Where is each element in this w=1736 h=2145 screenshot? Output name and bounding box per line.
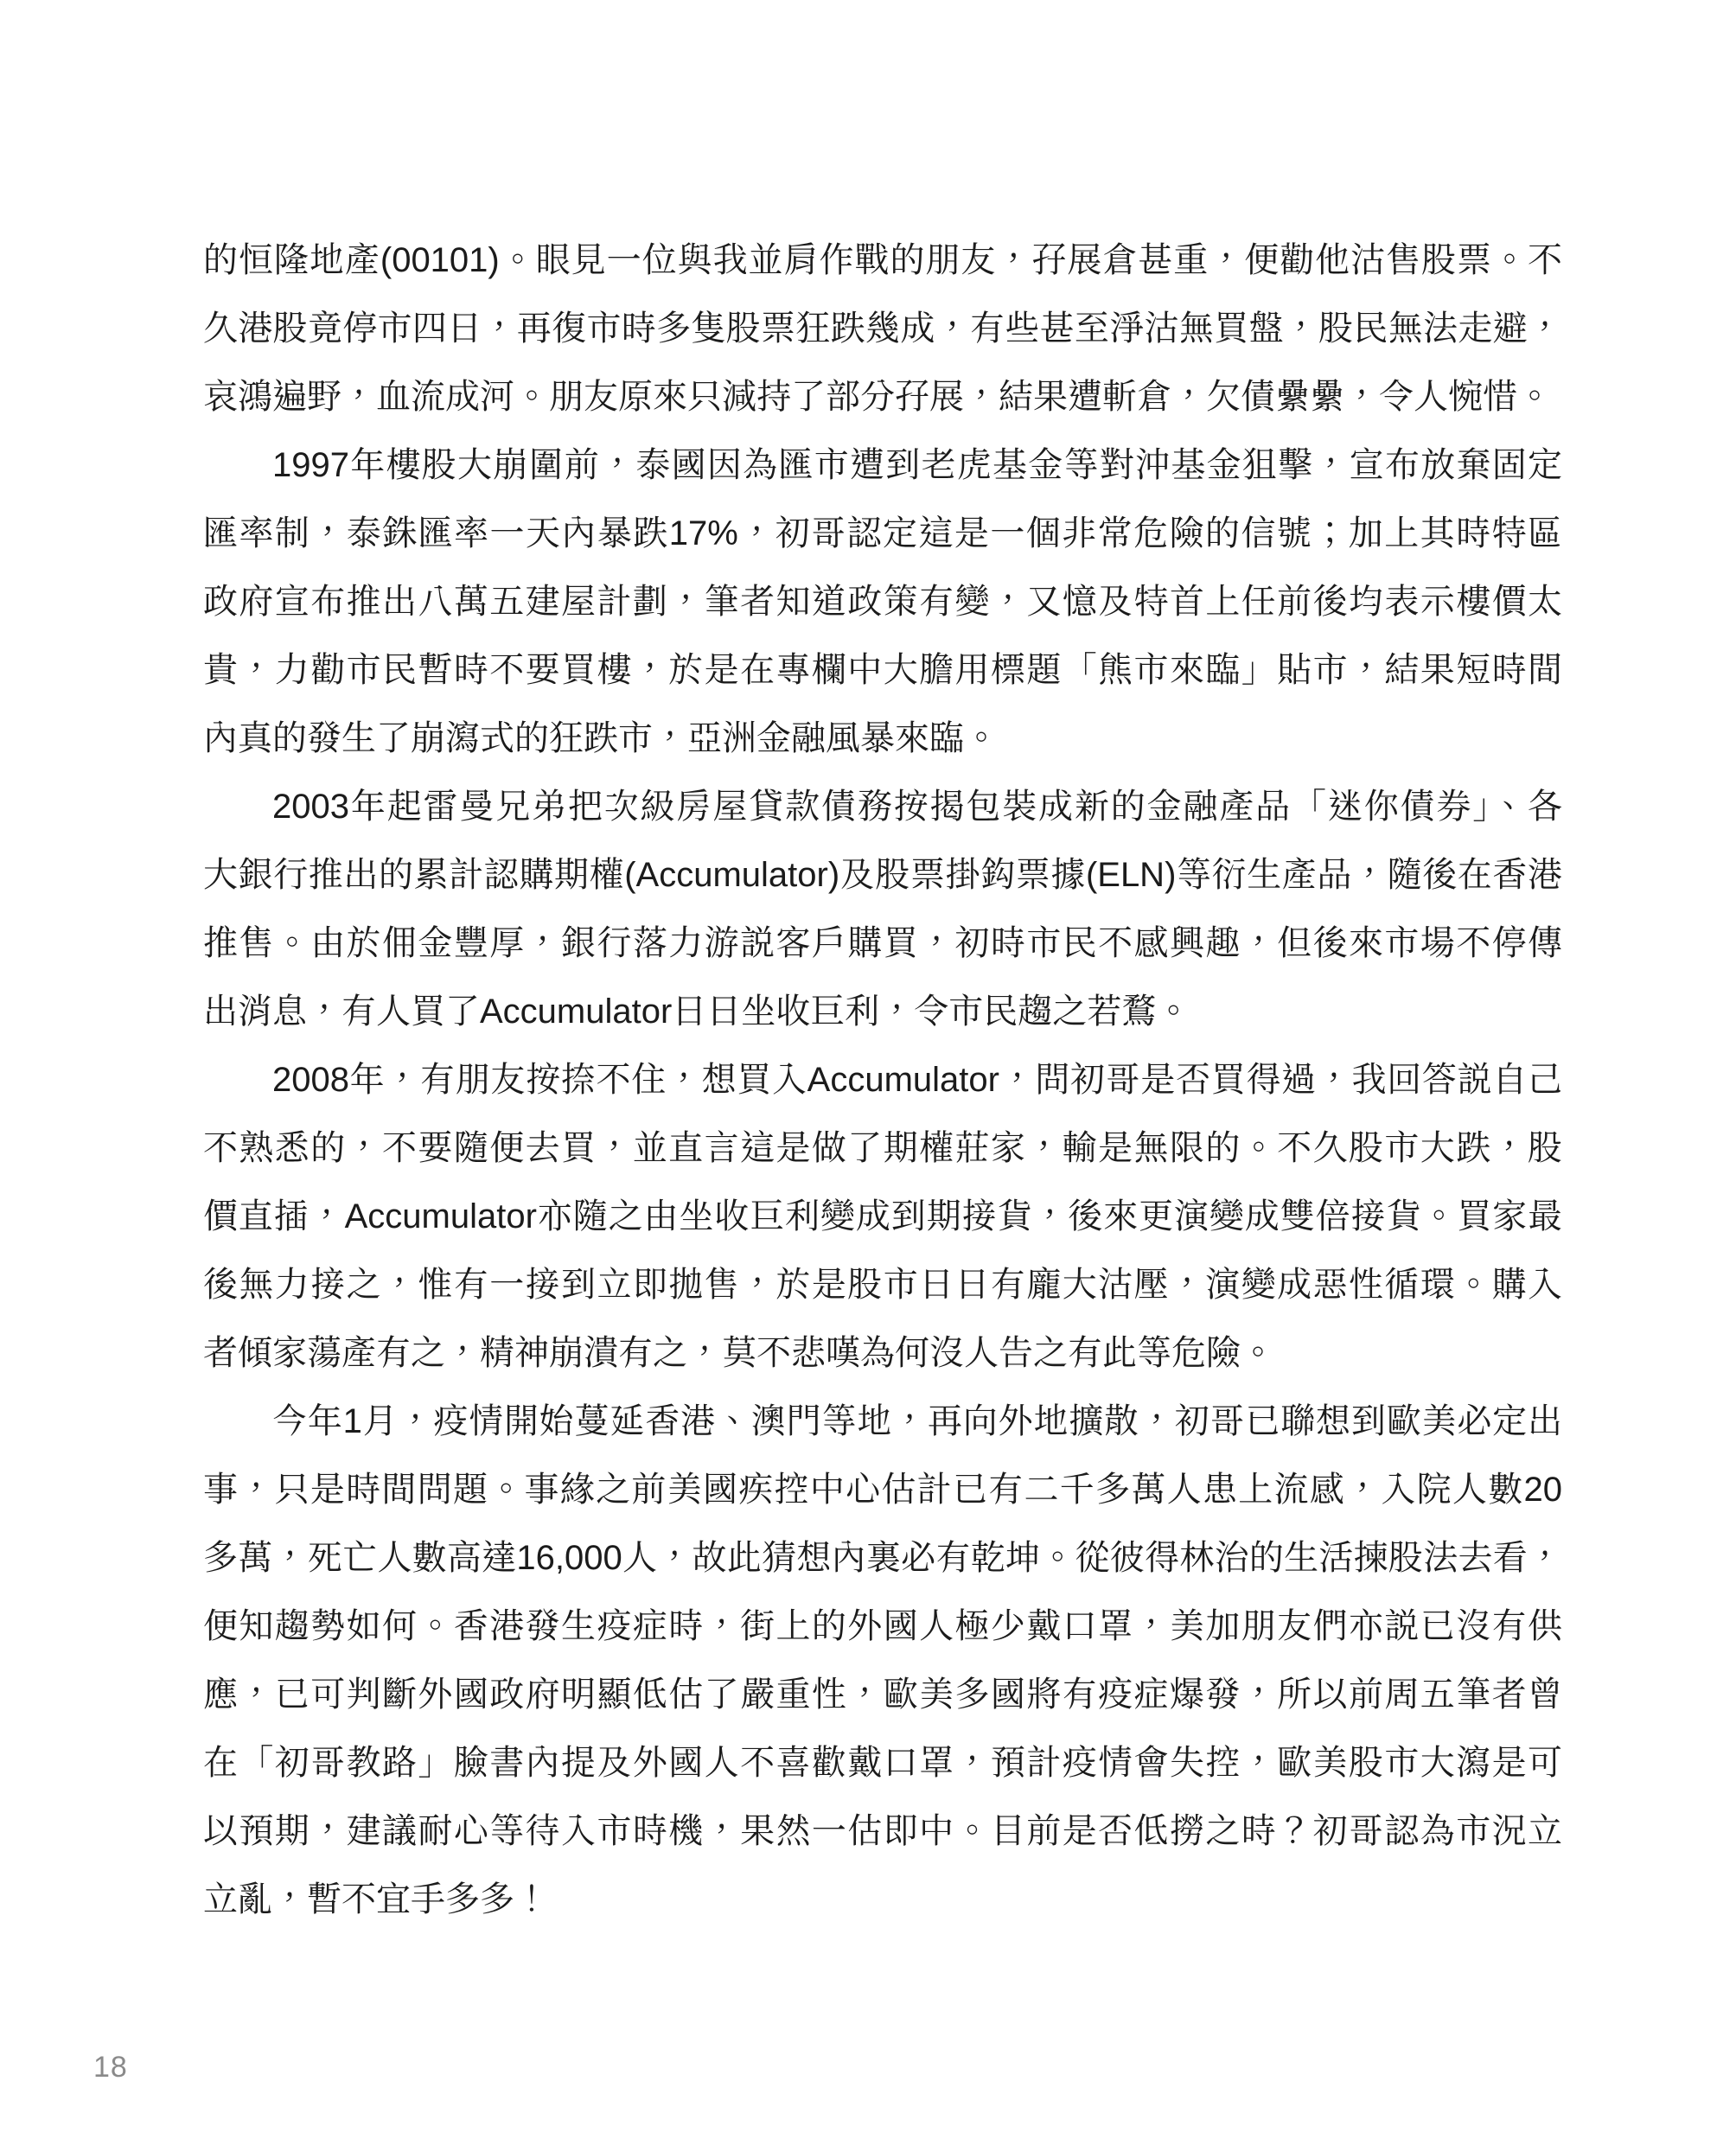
paragraph [203, 773, 1562, 1046]
body-text-line: 政府宣布推出八萬五建屋計劃，筆者知道政策有變，又憶及特首上任前後均表示樓價太 [203, 583, 1562, 621]
body-text-line: 者傾家蕩產有之，精神崩潰有之，莫不悲嘆為何沒人告之有此等危險。 [203, 1334, 1275, 1372]
page-number: 18 [93, 2051, 128, 2084]
body-text-line: 大銀行推出的累計認購期權(Accumulator)及股票掛鈎票據(ELN)等衍生產品，隨後在香港 [203, 856, 1562, 894]
body-text-line: 價直插，Accumulator亦隨之由坐收巨利變成到期接貨，後來更演變成雙倍接貨。買家最 [203, 1197, 1562, 1235]
body-text-line: 久港股竟停市四日，再復市時多隻股票狂跌幾成，有些甚至淨沽無買盤，股民無法走避， [203, 310, 1562, 348]
body-text-line: 多萬，死亡人數高達16,000人，故此猜想內裏必有乾坤。從彼得林治的生活揀股法去看， [203, 1539, 1562, 1577]
body-text-line: 立亂，暫不宜手多多！ [203, 1880, 549, 1918]
body-text-line: 應，已可判斷外國政府明顯低估了嚴重性，歐美多國將有疫症爆發，所以前周五筆者曾 [203, 1676, 1562, 1714]
body-text-line: 今年1月，疫情開始蔓延香港、澳門等地，再向外地擴散，初哥已聯想到歐美必定出 [272, 1402, 1562, 1440]
body-text [203, 227, 1562, 1934]
body-text-line: 在「初哥教路」臉書內提及外國人不喜歡戴口罩，預計疫情會失控，歐美股市大瀉是可 [203, 1744, 1562, 1782]
body-text-line: 2008年，有朋友按捺不住，想買入Accumulator，問初哥是否買得過，我回答説自己 [272, 1061, 1562, 1099]
body-text-line: 出消息，有人買了Accumulator日日坐收巨利，令市民趨之若鶩。 [203, 993, 1191, 1031]
body-text-line: 匯率制，泰銖匯率一天內暴跌17%，初哥認定這是一個非常危險的信號；加上其時特區 [203, 514, 1562, 552]
body-text-line: 哀鴻遍野，血流成河。朋友原來只減持了部分孖展，結果遭斬倉，欠債纍纍，令人惋惜。 [203, 378, 1552, 416]
paragraph [203, 1388, 1562, 1934]
paragraph [203, 227, 1562, 431]
body-text-line: 以預期，建議耐心等待入市時機，果然一估即中。目前是否低撈之時？初哥認為市況立 [203, 1812, 1562, 1850]
body-text-line: 貴，力勸市民暫時不要買樓，於是在專欄中大膽用標題「熊市來臨」貼市，結果短時間 [203, 651, 1562, 689]
paragraph [203, 1046, 1562, 1388]
body-text-line: 便知趨勢如何。香港發生疫症時，街上的外國人極少戴口罩，美加朋友們亦説已沒有供 [203, 1607, 1562, 1645]
paragraph [203, 431, 1562, 773]
body-text-line: 不熟悉的，不要隨便去買，並直言這是做了期權莊家，輸是無限的。不久股市大跌，股 [203, 1129, 1562, 1167]
body-text-line: 事，只是時間問題。事緣之前美國疾控中心估計已有二千多萬人患上流感，入院人數20 [203, 1471, 1562, 1509]
body-text-line: 1997年樓股大崩圍前，泰國因為匯市遭到老虎基金等對沖基金狙擊，宣布放棄固定 [272, 446, 1562, 484]
body-text-line: 的恒隆地產(00101)。眼見一位與我並肩作戰的朋友，孖展倉甚重，便勸他沽售股票。不 [203, 241, 1562, 279]
body-text-line: 內真的發生了崩瀉式的狂跌市，亞洲金融風暴來臨。 [203, 719, 999, 757]
body-text-line: 後無力接之，惟有一接到立即拋售，於是股市日日有龐大沽壓，演變成惡性循環。購入 [203, 1266, 1562, 1304]
body-text-line: 2003年起雷曼兄弟把次級房屋貸款債務按揭包裝成新的金融產品「迷你債券」、各 [272, 788, 1562, 826]
body-text-line: 推售。由於佣金豐厚，銀行落力游説客戶購買，初時市民不感興趣，但後來市場不停傳 [203, 924, 1562, 962]
